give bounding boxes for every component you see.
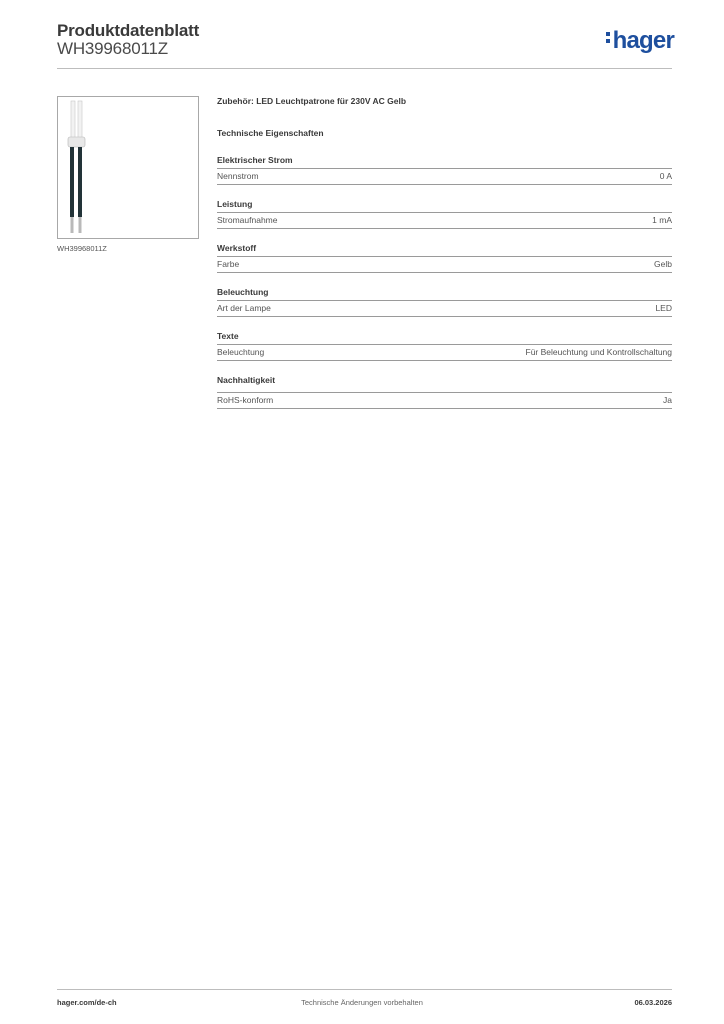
property-label: Stromaufnahme — [217, 215, 278, 225]
group-title: Nachhaltigkeit — [217, 375, 672, 393]
group-title: Texte — [217, 331, 672, 345]
property-value: LED — [655, 303, 672, 313]
group-title: Leistung — [217, 199, 672, 213]
document-title: Produktdatenblatt — [57, 21, 200, 40]
property-value: 0 A — [659, 171, 672, 181]
image-caption: WH39968011Z — [57, 244, 107, 253]
property-value: Gelb — [654, 259, 672, 269]
footer-website: hager.com/de-ch — [57, 998, 117, 1007]
product-description: Zubehör: LED Leuchtpatrone für 230V AC Gelb — [217, 96, 407, 106]
property-row — [217, 169, 672, 185]
logo-colon-icon — [606, 29, 611, 46]
property-row — [217, 257, 672, 273]
property-group — [217, 155, 672, 185]
footer-divider — [57, 989, 672, 990]
property-label: Farbe — [217, 259, 240, 269]
property-value: 1 mA — [652, 215, 672, 225]
product-details — [217, 96, 672, 423]
led-cartridge-icon — [58, 97, 198, 238]
product-number: WH39968011Z — [57, 39, 168, 58]
property-row — [217, 213, 672, 229]
property-row — [217, 301, 672, 317]
property-row — [217, 345, 672, 361]
group-title: Beleuchtung — [217, 287, 672, 301]
property-group — [217, 199, 672, 229]
logo-text: hager — [612, 27, 674, 54]
group-title: Elektrischer Strom — [217, 155, 672, 169]
property-label: Art der Lampe — [217, 303, 271, 313]
group-title: Werkstoff — [217, 243, 672, 257]
property-value: Für Beleuchtung und Kontrollschaltung — [525, 347, 672, 357]
property-group — [217, 331, 672, 361]
property-label: RoHS-konform — [217, 395, 274, 405]
footer-notice: Technische Änderungen vorbehalten — [301, 998, 423, 1007]
property-group — [217, 375, 672, 409]
property-group — [217, 287, 672, 317]
property-value: Ja — [663, 395, 672, 405]
product-image — [57, 96, 199, 239]
property-label: Nennstrom — [217, 171, 259, 181]
hager-logo — [606, 27, 674, 55]
property-group — [217, 243, 672, 273]
section-heading: Technische Eigenschaften — [217, 128, 324, 138]
property-row — [217, 393, 672, 409]
footer-date: 06.03.2026 — [634, 998, 672, 1007]
header-divider — [57, 68, 672, 69]
property-label: Beleuchtung — [217, 347, 265, 357]
